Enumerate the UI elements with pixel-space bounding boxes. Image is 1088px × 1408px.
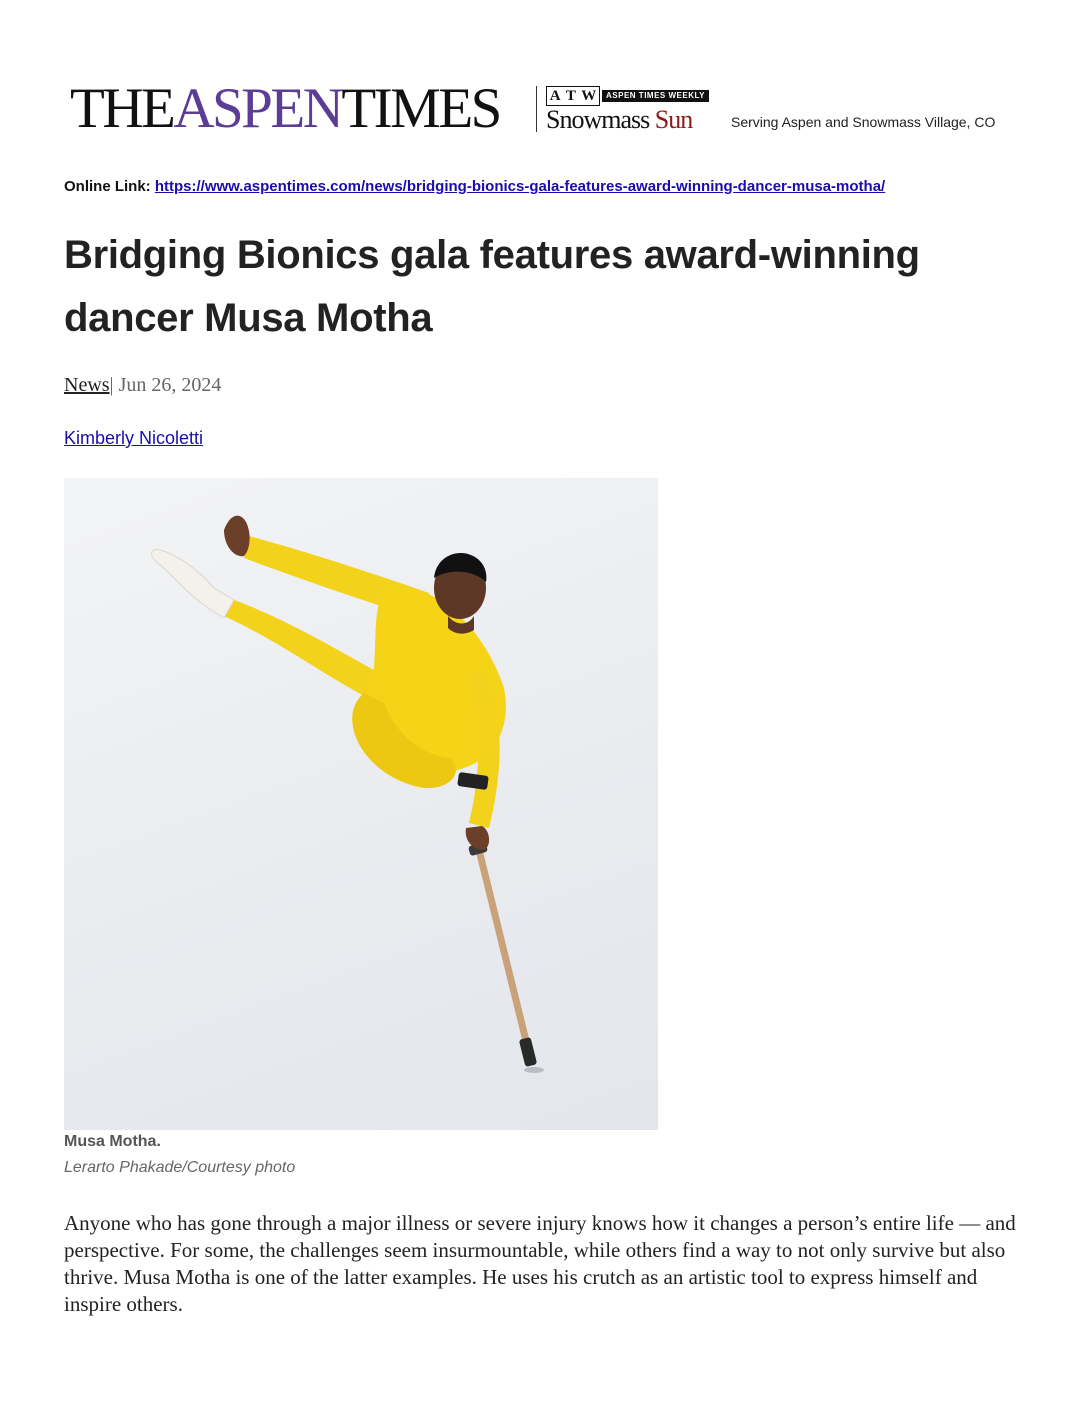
article-body-paragraph: Anyone who has gone through a major illness or severe injury knows how it changes a person’s entire life — and perspective. For some, the challenges seem insurmountable, while others find a way to not only survive but also thrive. Musa Motha is one of the latter examples. He uses his crutch as an artistic tool to express himself and inspire others. [64, 1211, 1016, 1316]
snowmass-sun-logo[interactable] [546, 107, 692, 133]
logo-sun: Sun [654, 105, 693, 134]
logo-aspen: ASPEN [173, 77, 342, 140]
dancer-leg [224, 598, 394, 708]
dancer-foot [152, 550, 234, 618]
dancer-illustration [64, 478, 658, 1130]
logo-the: THE [70, 77, 174, 140]
article-photo [64, 478, 658, 1130]
online-link-label: Online Link: [64, 178, 151, 195]
masthead-tagline: Serving Aspen and Snowmass Village, CO [731, 114, 996, 130]
masthead [70, 77, 1020, 140]
atw-letter-a: A [549, 87, 561, 104]
logo-snowmass: Snowmass [546, 105, 650, 134]
article-meta [64, 374, 221, 397]
online-link-row [64, 178, 885, 195]
atw-logo [546, 86, 600, 106]
meta-separator: | [109, 374, 114, 396]
publish-date: Jun 26, 2024 [118, 374, 222, 396]
category-link[interactable]: News [64, 374, 110, 396]
crutch-shaft [479, 850, 529, 1053]
online-link-url[interactable]: https://www.aspentimes.com/news/bridging-bionics-gala-features-award-winning-dancer-musa-motha/ [154, 178, 886, 195]
dancer-hand [224, 516, 250, 557]
crutch-shadow [524, 1067, 544, 1073]
crutch-tip [519, 1037, 537, 1067]
aspen-times-logo[interactable] [70, 77, 500, 140]
logo-times: TIMES [341, 77, 500, 140]
article-headline: Bridging Bionics gala features award-winning dancer Musa Motha [64, 233, 920, 340]
atw-label: ASPEN TIMES WEEKLY [602, 90, 709, 102]
photo-credit: Lerarto Phakade/Courtesy photo [64, 1159, 296, 1176]
atw-letter-w: W [581, 87, 597, 104]
atw-letter-t: T [565, 87, 576, 104]
dancer-lower-hand [466, 826, 489, 850]
logo-divider [536, 86, 537, 132]
photo-caption: Musa Motha. [64, 1133, 161, 1150]
author-link[interactable]: Kimberly Nicoletti [64, 428, 204, 448]
